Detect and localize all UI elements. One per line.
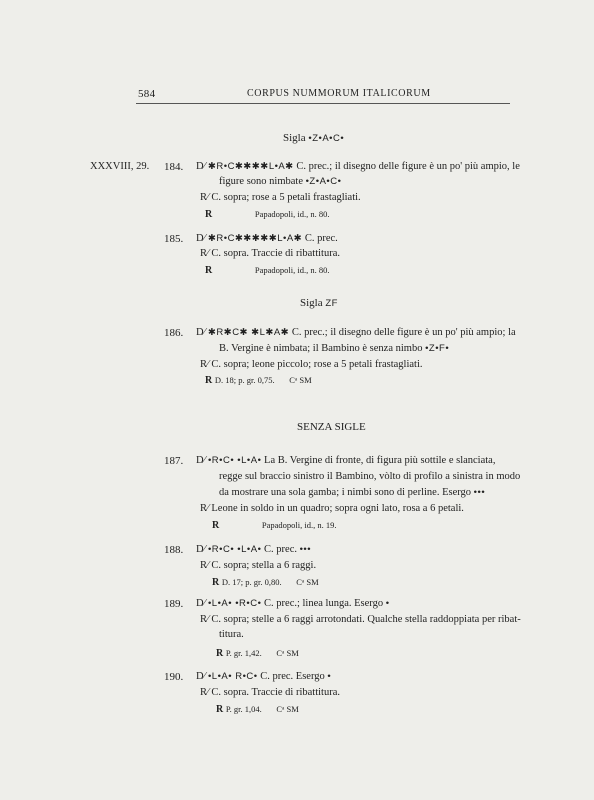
collection-text: Cᵃ SM [289, 375, 312, 385]
entry-187-reference [212, 520, 336, 531]
obverse-symbol: D⁄ [196, 544, 206, 555]
entry-184-reference [205, 209, 329, 220]
reverse-symbol: R⁄ [200, 503, 209, 514]
rarity-mark: R [212, 577, 220, 588]
sigla-mark: •Z•F• [425, 343, 450, 354]
description-text: figure sono nimbate [219, 176, 303, 187]
reference-text: P. gr. 1,04. [225, 704, 262, 714]
entry-number: 185. [164, 233, 184, 245]
entry-184-line-3 [200, 192, 361, 203]
obverse-legend: •L•A• R•C• [207, 671, 258, 682]
reverse-symbol: R⁄ [200, 248, 209, 259]
rarity-mark: R [212, 520, 220, 531]
entry-186-reference [205, 375, 312, 386]
entry-187-line-4 [200, 503, 464, 514]
reference-text: Papadopoli, id., n. 80. [254, 265, 330, 275]
collection-text: Cᵃ SM [276, 648, 299, 658]
obverse-symbol: D⁄ [196, 233, 206, 244]
description-text: da mostrare una sola gamba; i nimbi sono di perline. Esergo [219, 487, 472, 498]
sigla-mark: • [385, 598, 390, 609]
rarity-mark: R [205, 375, 213, 386]
reverse-symbol: R⁄ [200, 687, 209, 698]
header-rule [136, 103, 510, 104]
entry-185-line-1 [196, 233, 338, 244]
entry-185-reference [205, 265, 329, 276]
entry-189-line-1 [196, 598, 390, 609]
section-heading-sigla-zf [300, 297, 338, 309]
entry-190-line-1 [196, 671, 331, 682]
description-text: regge sul braccio sinistro il Bambino, vòlto di profilo a sinistra in modo [219, 471, 521, 482]
entry-190-reference [216, 704, 299, 715]
description-text: C. prec. [264, 544, 297, 555]
sigla-mark: • [327, 671, 332, 682]
entry-number: 189. [164, 598, 184, 610]
entry-185-line-2 [200, 248, 340, 259]
obverse-symbol: D⁄ [196, 327, 206, 338]
description-text: La B. Vergine di fronte, di figura più sottile e slanciata, [264, 455, 496, 466]
page-number: 584 [138, 88, 156, 100]
entry-187-line-2 [219, 471, 520, 482]
obverse-legend: ✱R•C✱✱✱✱✱L•A✱ [207, 233, 303, 244]
entry-number: 186. [164, 327, 184, 339]
entry-190-line-2 [200, 687, 340, 698]
sigla-mark: •Z•A•C• [308, 133, 345, 144]
collection-text: Cᵃ SM [276, 704, 299, 714]
reference-text: D. 18; p. gr. 0,75. [214, 375, 275, 385]
entry-number: 190. [164, 671, 184, 683]
obverse-symbol: D⁄ [196, 161, 206, 172]
description-text: C. sopra. Traccie di ribattitura. [211, 248, 340, 259]
entry-188-line-2 [200, 560, 316, 571]
sigla-label: Sigla [283, 132, 306, 144]
reverse-symbol: R⁄ [200, 359, 209, 370]
description-text: C. sopra; stella a 6 raggi. [211, 560, 317, 571]
obverse-legend: •L•A• •R•C• [207, 598, 262, 609]
obverse-legend: ✱R•C✱✱✱✱L•A✱ [207, 161, 294, 172]
entry-188-reference [212, 577, 319, 588]
entry-186-line-1 [196, 327, 516, 338]
description-text: B. Vergine è nimbata; il Bambino è senza nimbo [219, 343, 423, 354]
entry-184-line-2 [219, 176, 341, 187]
description-text: C. sopra; leone piccolo; rose a 5 petali frastagliati. [211, 359, 423, 370]
collection-text: Cᵃ SM [296, 577, 319, 587]
obverse-symbol: D⁄ [196, 598, 206, 609]
reverse-symbol: R⁄ [200, 560, 209, 571]
description-text: C. sopra; stelle a 6 raggi arrotondati. Qualche stella raddoppiata per ribat- [211, 614, 521, 625]
obverse-legend: •R•C• •L•A• [207, 455, 262, 466]
entry-number: 187. [164, 455, 184, 467]
sigla-mark: ••• [299, 544, 312, 555]
obverse-symbol: D⁄ [196, 455, 206, 466]
obverse-symbol: D⁄ [196, 671, 206, 682]
running-title: CORPUS NUMMORUM ITALICORUM [247, 88, 431, 99]
entry-189-reference [216, 648, 299, 659]
reverse-symbol: R⁄ [200, 192, 209, 203]
reference-text: P. gr. 1,42. [225, 648, 262, 658]
sigla-label: Sigla [300, 297, 323, 309]
entry-184-line-1 [196, 161, 520, 172]
rarity-mark: R [216, 648, 224, 659]
description-text: C. sopra; rose a 5 petali frastagliati. [211, 192, 361, 203]
entry-189-line-3 [219, 629, 244, 640]
description-text: C. prec.; il disegno delle figure è un po' più ampio; la [291, 327, 516, 338]
plate-reference: XXXVIII, 29. [90, 161, 150, 172]
entry-187-line-1 [196, 455, 495, 466]
entry-189-line-2 [200, 614, 521, 625]
rarity-mark: R [205, 209, 213, 220]
section-heading-sigla-zac [283, 132, 344, 144]
reference-text: D. 17; p. gr. 0,80. [221, 577, 282, 587]
description-text: C. prec.; il disegno delle figure è un po' più ampio, le [296, 161, 520, 172]
description-text: C. prec. Esergo [260, 671, 325, 682]
obverse-legend: ✱R✱C✱ ✱L✱A✱ [207, 327, 290, 338]
entry-186-line-2 [219, 343, 449, 354]
sigla-mark: •Z•A•C• [305, 176, 342, 187]
description-text: C. prec. [304, 233, 338, 244]
rarity-mark: R [205, 265, 213, 276]
entry-188-line-1 [196, 544, 311, 555]
sigla-mark: ZF [325, 298, 338, 309]
description-text: C. prec.; linea lunga. Esergo [264, 598, 384, 609]
entry-number: 188. [164, 544, 184, 556]
obverse-legend: •R•C• •L•A• [207, 544, 262, 555]
entry-187-line-3 [219, 487, 485, 498]
sigla-mark: ••• [473, 487, 486, 498]
section-heading-senza-sigle: SENZA SIGLE [297, 421, 366, 433]
description-text: C. sopra. Traccie di ribattitura. [211, 687, 340, 698]
rarity-mark: R [216, 704, 224, 715]
reverse-symbol: R⁄ [200, 614, 209, 625]
reference-text: Papadopoli, id., n. 19. [261, 520, 337, 530]
description-text: titura. [219, 629, 244, 640]
entry-186-line-3 [200, 359, 423, 370]
reference-text: Papadopoli, id., n. 80. [254, 209, 330, 219]
entry-number: 184. [164, 161, 184, 173]
description-text: Leone in soldo in un quadro; sopra ogni lato, rosa a 6 petali. [211, 503, 464, 514]
